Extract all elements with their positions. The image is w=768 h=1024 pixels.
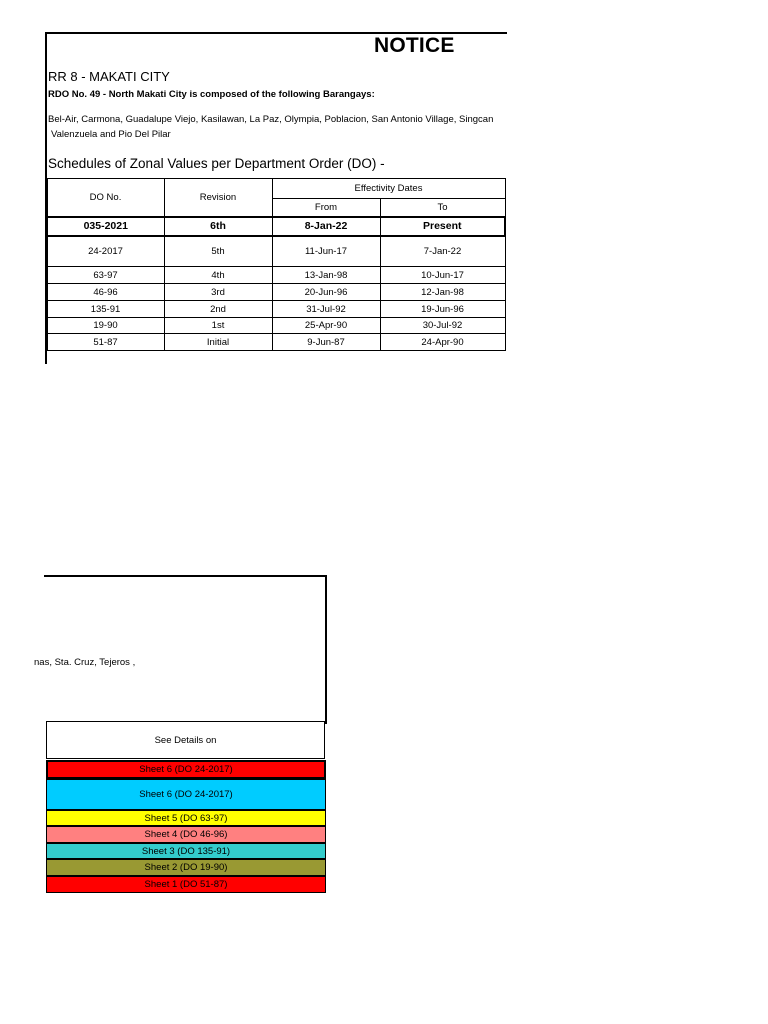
barangay-list-tail: nas, Sta. Cruz, Tejeros ,: [34, 657, 136, 668]
table-row: [47, 301, 505, 318]
cell-to: 19-Jun-96: [380, 301, 505, 318]
cell-to: Present: [380, 217, 505, 236]
cell-do-no: 19-90: [47, 318, 164, 334]
zonal-values-table: [46, 178, 506, 351]
cell-to: 10-Jun-17: [380, 267, 505, 284]
cell-from: 25-Apr-90: [272, 318, 380, 334]
cell-to: 12-Jan-98: [380, 284, 505, 301]
cell-revision: 6th: [164, 217, 272, 236]
table-row: [47, 236, 505, 267]
cell-from: 13-Jan-98: [272, 267, 380, 284]
table-row: [47, 284, 505, 301]
cell-revision: 1st: [164, 318, 272, 334]
header-from: From: [272, 199, 380, 217]
see-details-label: See Details on: [46, 721, 325, 759]
cell-to: 24-Apr-90: [380, 334, 505, 351]
cell-do-no: 135-91: [47, 301, 164, 318]
table-row-current: [47, 217, 505, 236]
region-title: RR 8 - MAKATI CITY: [48, 69, 170, 84]
sheet-link-4[interactable]: Sheet 4 (DO 46-96): [46, 826, 326, 843]
cell-do-no: 46-96: [47, 284, 164, 301]
table-row: [47, 334, 505, 351]
notice-title: NOTICE: [374, 34, 455, 57]
cell-from: 11-Jun-17: [272, 236, 380, 267]
sheet-link-3[interactable]: Sheet 5 (DO 63-97): [46, 810, 326, 826]
cell-to: 30-Jul-92: [380, 318, 505, 334]
sheet-link-6[interactable]: Sheet 2 (DO 19-90): [46, 859, 326, 876]
rdo-description: RDO No. 49 - North Makati City is composed of the following Barangays:: [48, 89, 375, 100]
schedule-title: Schedules of Zonal Values per Department Order (DO) -: [48, 156, 385, 171]
cell-from: 20-Jun-96: [272, 284, 380, 301]
barangay-list-line-2: Valenzuela and Pio Del Pilar: [51, 129, 171, 140]
cell-from: 8-Jan-22: [272, 217, 380, 236]
header-to: To: [380, 199, 505, 217]
barangay-list-line-1: Bel-Air, Carmona, Guadalupe Viejo, Kasilawan, La Paz, Olympia, Poblacion, San Antonio Village, Singcan: [48, 114, 494, 125]
header-do-no: DO No.: [47, 179, 164, 217]
cell-from: 9-Jun-87: [272, 334, 380, 351]
table-row: [47, 267, 505, 284]
sheet-link-7[interactable]: Sheet 1 (DO 51-87): [46, 876, 326, 893]
cell-revision: 5th: [164, 236, 272, 267]
cell-do-no: 51-87: [47, 334, 164, 351]
cell-do-no: 24-2017: [47, 236, 164, 267]
cell-to: 7-Jan-22: [380, 236, 505, 267]
cell-do-no: 63-97: [47, 267, 164, 284]
cell-revision: 2nd: [164, 301, 272, 318]
table-row: [47, 318, 505, 334]
cell-revision: Initial: [164, 334, 272, 351]
sheet-link-5[interactable]: Sheet 3 (DO 135-91): [46, 843, 326, 859]
sheet-link-1[interactable]: Sheet 6 (DO 24-2017): [46, 760, 326, 779]
header-effectivity-dates: Effectivity Dates: [272, 179, 505, 199]
cell-do-no: 035-2021: [47, 217, 164, 236]
cell-revision: 3rd: [164, 284, 272, 301]
sheet-link-2[interactable]: Sheet 6 (DO 24-2017): [46, 779, 326, 810]
header-revision: Revision: [164, 179, 272, 217]
continuation-frame: [44, 575, 327, 724]
cell-revision: 4th: [164, 267, 272, 284]
cell-from: 31-Jul-92: [272, 301, 380, 318]
